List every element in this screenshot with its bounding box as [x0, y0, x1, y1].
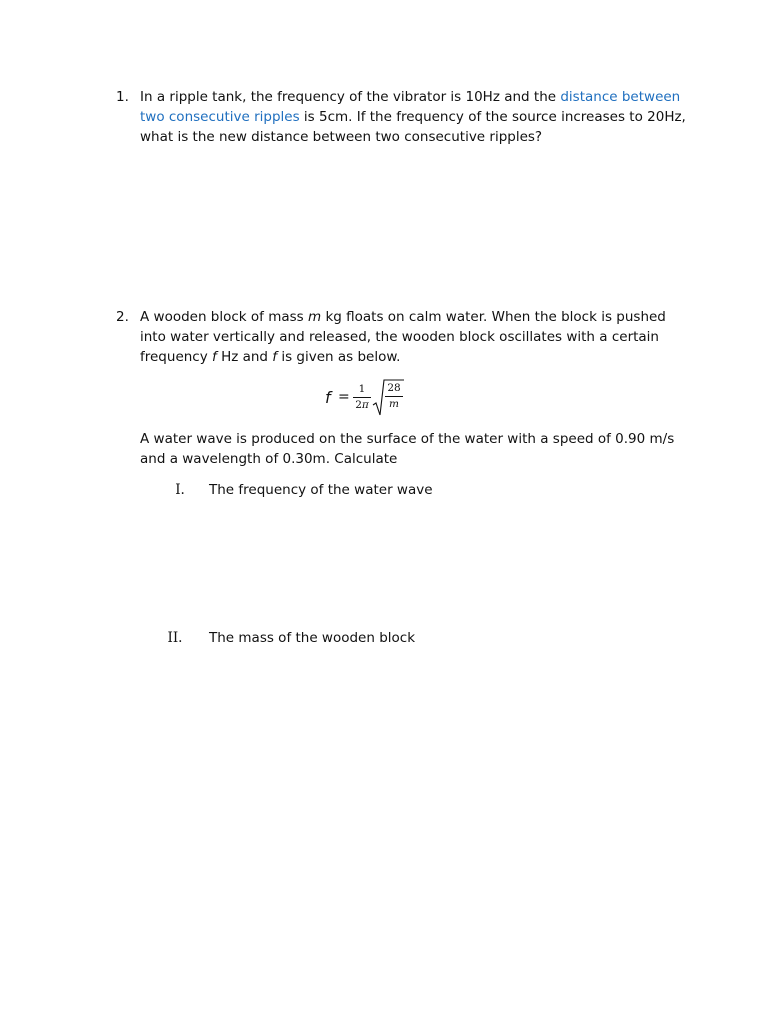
formula-fraction-1	[353, 383, 371, 412]
question-2-intro-part: A wooden block of mass	[140, 309, 309, 325]
question-1-number: 1.	[116, 89, 129, 105]
part-2-number: II.	[167, 630, 183, 646]
fraction-2-bar	[385, 396, 403, 397]
formula-lhs: f	[325, 388, 331, 407]
question-2-intro	[140, 307, 686, 367]
variable-f: f	[212, 349, 217, 365]
fraction-2-denominator: m	[389, 398, 399, 410]
part-2-text: The mass of the wooden block	[209, 630, 416, 646]
question-1-highlight: distance between two consecutive ripples	[140, 89, 681, 125]
question-2-body: A water wave is produced on the surface of the water with a speed of 0.90 m/s and a wavelength of 0.30m. Calculate	[140, 431, 675, 467]
question-2-intro-part: is given as below.	[277, 349, 401, 365]
question-1-text	[140, 87, 686, 147]
question-1-text-start: In a ripple tank, the frequency of the vibrator is 10Hz and the	[140, 89, 561, 105]
formula-equals: =	[338, 389, 350, 405]
variable-m: m	[308, 309, 322, 325]
fraction-2-numerator: 28	[387, 382, 401, 394]
question-2-number: 2.	[116, 309, 129, 325]
question-1-text-end: is 5cm. If the frequency of the source increases to 20Hz, what is the new distance between two consecutive ripples?	[140, 109, 686, 145]
fraction-1-bar	[353, 397, 371, 398]
fraction-1-den-digit: 2	[355, 399, 362, 411]
fraction-1-den-pi: π	[361, 399, 369, 411]
fraction-1-numerator: 1	[358, 383, 366, 395]
variable-f: f	[272, 349, 278, 365]
question-1	[116, 87, 686, 147]
formula-fraction-2	[385, 382, 403, 411]
question-2-intro-part: Hz and	[216, 349, 273, 365]
part-1-number: I.	[175, 482, 185, 498]
question-2-intro-part: kg floats on calm water. When the block is pushed into water vertically and released, the wooden block oscillates with a certain frequency	[140, 309, 666, 365]
fraction-1-denominator	[353, 399, 371, 412]
part-1-text: The frequency of the water wave	[209, 482, 433, 498]
